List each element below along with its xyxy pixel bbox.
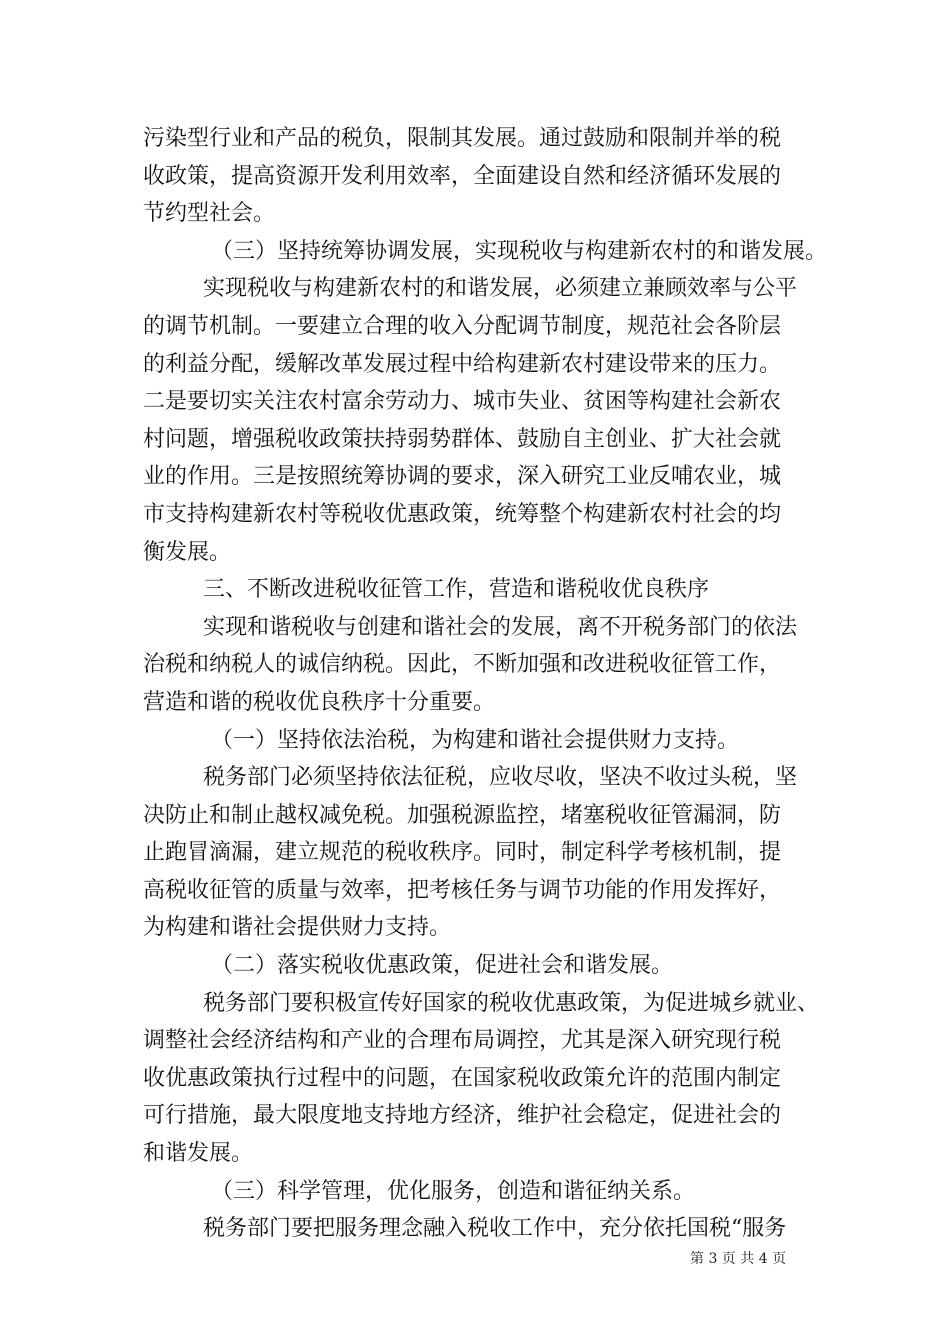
paragraph-first-line: 税务部门要积极宣传好国家的税收优惠政策，为促进城乡就业、 bbox=[203, 990, 820, 1016]
page-number: 第 3 页 共 4 页 bbox=[690, 1251, 787, 1267]
text-line: 市支持构建新农村等税收优惠政策，统筹整个构建新农村社会的均 bbox=[143, 501, 782, 527]
paragraph-first-line: 实现税收与构建新农村的和谐发展，必须建立兼顾效率与公平 bbox=[203, 276, 798, 302]
document-body bbox=[143, 120, 828, 1248]
text-line: 为构建和谐社会提供财力支持。 bbox=[143, 915, 452, 941]
section-subheading: （三）坚持统筹协调发展，实现税收与构建新农村的和谐发展。 bbox=[211, 238, 828, 264]
text-line: 的利益分配，缓解改革发展过程中给构建新农村建设带来的压力。 bbox=[143, 351, 782, 377]
text-line: 治税和纳税人的诚信纳税。因此，不断加强和改进税收征管工作， bbox=[143, 652, 782, 678]
paragraph-first-line: 税务部门要把服务理念融入税收工作中，充分依托国税“服务 bbox=[203, 1216, 787, 1242]
text-line: 村问题，增强税收政策扶持弱势群体、鼓励自主创业、扩大社会就 bbox=[143, 426, 782, 452]
section-subheading: （三）科学管理，优化服务，创造和谐征纳关系。 bbox=[211, 1178, 696, 1204]
section-heading: 三、不断改进税收征管工作，营造和谐税收优良秩序 bbox=[203, 577, 710, 603]
text-line: 可行措施，最大限度地支持地方经济，维护社会稳定，促进社会的 bbox=[143, 1103, 782, 1129]
text-line: 决防止和制止越权减免税。加强税源监控，堵塞税收征管漏洞，防 bbox=[143, 802, 782, 828]
paragraph-first-line: 实现和谐税收与创建和谐社会的发展，离不开税务部门的依法 bbox=[203, 614, 798, 640]
text-line: 和谐发展。 bbox=[143, 1141, 254, 1167]
text-line: 收优惠政策执行过程中的问题，在国家税收政策允许的范围内制定 bbox=[143, 1065, 782, 1091]
text-line: 高税收征管的质量与效率，把考核任务与调节功能的作用发挥好， bbox=[143, 877, 782, 903]
text-line: 收政策，提高资源开发利用效率，全面建设自然和经济循环发展的 bbox=[143, 163, 782, 189]
paragraph-first-line: 税务部门必须坚持依法征税，应收尽收，坚决不收过头税，坚 bbox=[203, 765, 798, 791]
section-subheading: （二）落实税收优惠政策，促进社会和谐发展。 bbox=[211, 953, 674, 979]
text-line: 节约型社会。 bbox=[143, 201, 276, 227]
text-line: 衡发展。 bbox=[143, 539, 232, 565]
text-line: 调整社会经济结构和产业的合理布局调控，尤其是深入研究现行税 bbox=[143, 1028, 782, 1054]
section-subheading: （一）坚持依法治税，为构建和谐社会提供财力支持。 bbox=[211, 727, 740, 753]
text-line: 止跑冒滴漏，建立规范的税收秩序。同时，制定科学考核机制，提 bbox=[143, 840, 782, 866]
text-line: 污染型行业和产品的税负，限制其发展。通过鼓励和限制并举的税 bbox=[143, 126, 782, 151]
text-line: 业的作用。三是按照统筹协调的要求，深入研究工业反哺农业，城 bbox=[143, 464, 782, 490]
text-line: 二是要切实关注农村富余劳动力、城市失业、贫困等构建社会新农 bbox=[143, 389, 782, 415]
text-line: 营造和谐的税收优良秩序十分重要。 bbox=[143, 689, 496, 715]
text-line: 的调节机制。一要建立合理的收入分配调节制度，规范社会各阶层 bbox=[143, 313, 782, 339]
